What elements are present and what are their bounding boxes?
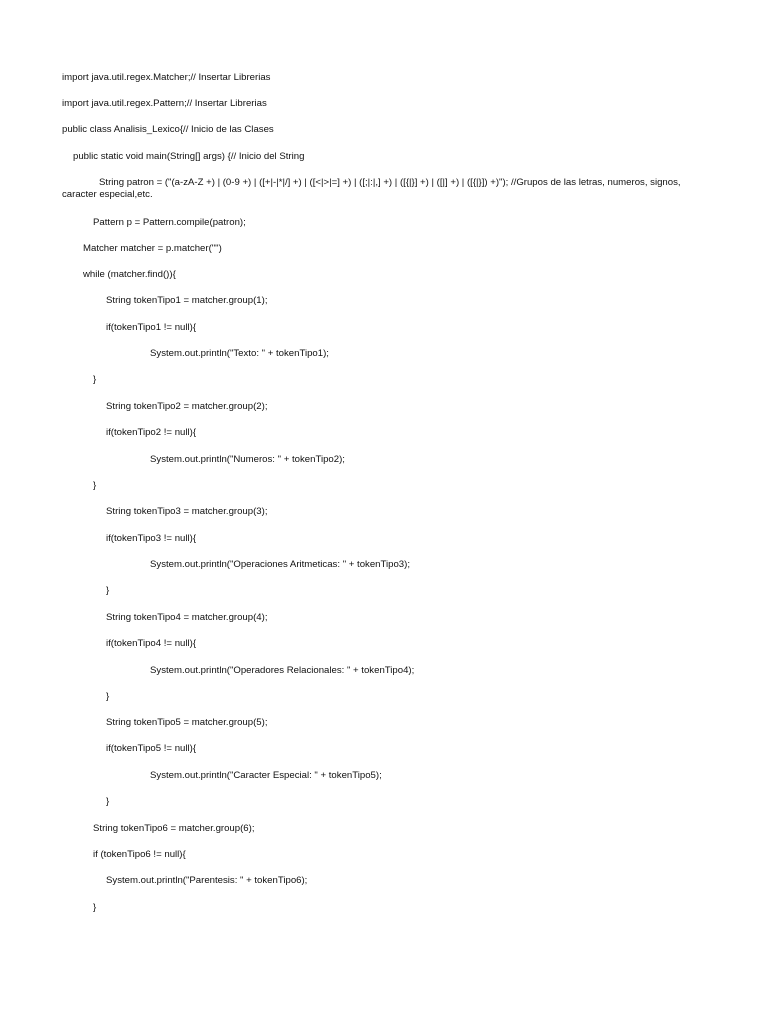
code-line: Matcher matcher = p.matcher("") <box>83 243 222 254</box>
code-line: String tokenTipo3 = matcher.group(3); <box>106 506 268 517</box>
code-line: while (matcher.find()){ <box>83 269 176 280</box>
code-line: System.out.println("Parentesis: " + tokenTipo6); <box>106 875 308 886</box>
code-line: if(tokenTipo3 != null){ <box>106 533 197 544</box>
code-line: String tokenTipo4 = matcher.group(4); <box>106 612 268 623</box>
code-line: if(tokenTipo2 != null){ <box>106 427 197 438</box>
code-line: } <box>106 796 110 807</box>
code-line: String tokenTipo2 = matcher.group(2); <box>106 401 268 412</box>
code-line: public class Analisis_Lexico{// Inicio de las Clases <box>62 124 274 135</box>
code-line: System.out.println("Texto: " + tokenTipo1); <box>150 348 329 359</box>
code-line: String patron = ("(a-zA-Z +) | (0-9 +) | ([+|-|*|/] +) | ([<|>|=] +) | ([;|:|,] +) | ([{|}] +) | ([|] +) | ([{|}]) +)"); //Grupos de las letras, numeros, signos, caracter especial,etc. <box>62 177 681 200</box>
code-line: import java.util.regex.Matcher;// Insertar Librerias <box>62 72 271 83</box>
code-line: System.out.println("Operaciones Aritmeticas: " + tokenTipo3); <box>150 559 411 570</box>
code-line: System.out.println("Numeros: " + tokenTipo2); <box>150 454 345 465</box>
code-line: public static void main(String[] args) {// Inicio del String <box>73 151 305 162</box>
code-line: import java.util.regex.Pattern;// Insertar Librerias <box>62 98 267 109</box>
code-line: } <box>93 902 97 913</box>
code-line: if(tokenTipo4 != null){ <box>106 638 197 649</box>
code-line: System.out.println("Caracter Especial: " + tokenTipo5); <box>150 770 382 781</box>
code-line: } <box>106 585 110 596</box>
code-line: } <box>93 480 97 491</box>
code-line: if (tokenTipo6 != null){ <box>93 849 186 860</box>
code-line: Pattern p = Pattern.compile(patron); <box>93 217 246 228</box>
code-line: if(tokenTipo1 != null){ <box>106 322 197 333</box>
code-line: if(tokenTipo5 != null){ <box>106 743 197 754</box>
code-line: } <box>93 374 97 385</box>
code-line: System.out.println("Operadores Relacionales: " + tokenTipo4); <box>150 665 415 676</box>
code-line: String tokenTipo5 = matcher.group(5); <box>106 717 268 728</box>
code-line: } <box>106 691 110 702</box>
code-line: String tokenTipo6 = matcher.group(6); <box>93 823 255 834</box>
code-line: String tokenTipo1 = matcher.group(1); <box>106 295 268 306</box>
